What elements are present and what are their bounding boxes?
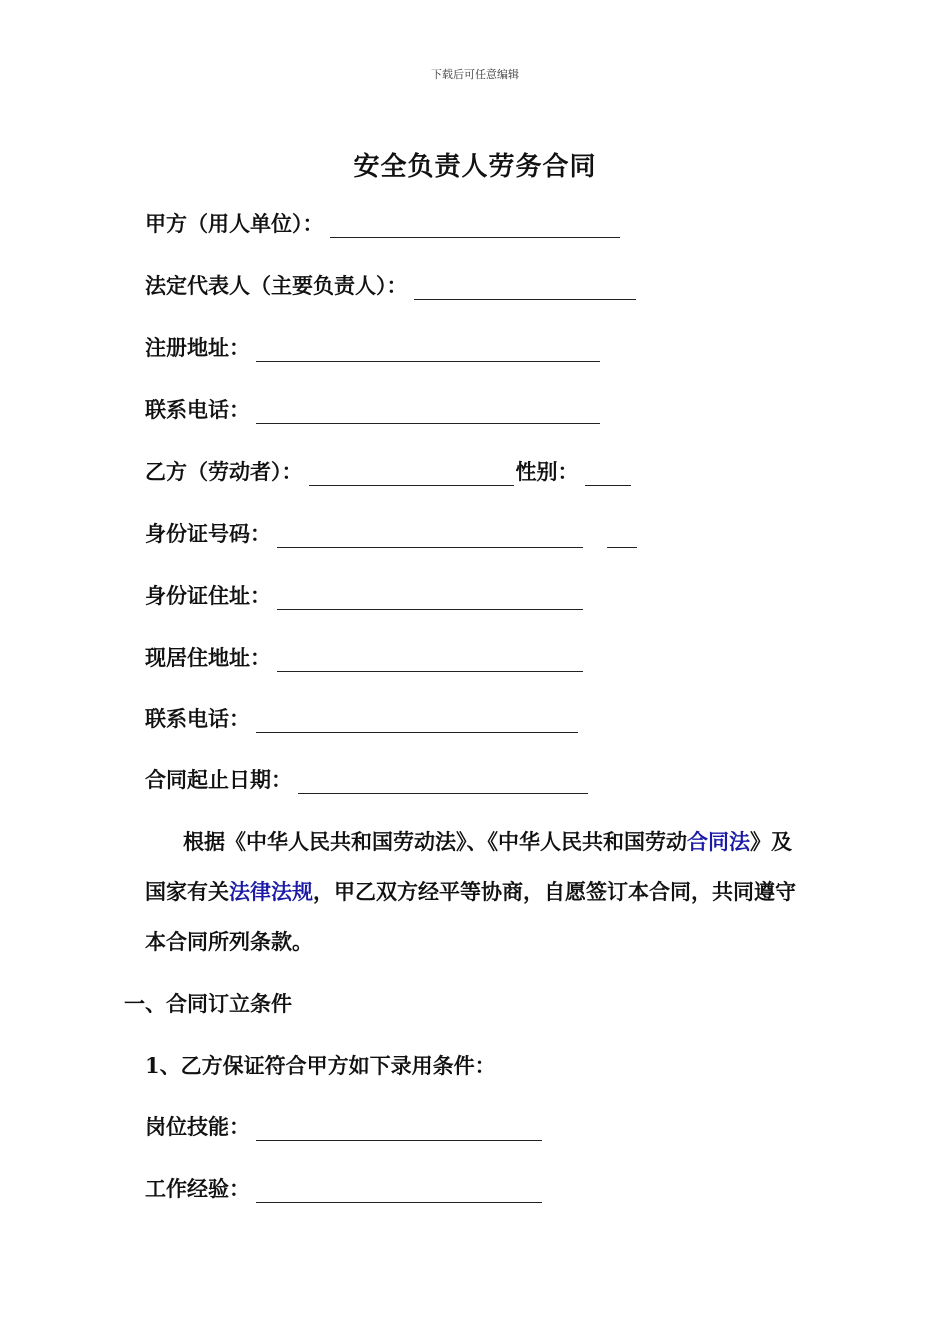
phone-a-label: 联系电话：	[145, 397, 250, 422]
id-address-blank[interactable]	[277, 587, 583, 610]
party-b-blank[interactable]	[309, 463, 514, 486]
id-number-extra-blank[interactable]	[607, 525, 637, 548]
party-b-field	[145, 456, 631, 486]
header-note: 下载后可任意编辑	[431, 68, 519, 81]
contract-dates-blank[interactable]	[298, 771, 588, 794]
job-skill-label: 岗位技能：	[145, 1114, 250, 1139]
gender-label: 性别：	[515, 459, 579, 484]
party-a-label: 甲方（用人单位）：	[145, 211, 324, 236]
phone-b-blank[interactable]	[256, 710, 578, 733]
id-number-label: 身份证号码：	[145, 521, 271, 546]
reg-address-field	[145, 332, 600, 362]
contract-dates-field	[145, 764, 588, 794]
intro-paragraph	[145, 817, 810, 967]
party-a-blank[interactable]	[330, 215, 620, 238]
intro-text-3: ，甲乙双方经平等协商，自愿签订本合同，共同遵守本合同所列条款。	[145, 879, 796, 954]
party-b-label: 乙方（劳动者）：	[145, 459, 303, 484]
contract-dates-label: 合同起止日期：	[145, 767, 292, 792]
reg-address-blank[interactable]	[256, 339, 600, 362]
laws-regulations-link[interactable]: 法律法规	[229, 879, 313, 904]
id-number-field	[145, 518, 637, 548]
phone-b-label: 联系电话：	[145, 706, 250, 731]
work-experience-label: 工作经验：	[145, 1176, 250, 1201]
work-experience-blank[interactable]	[256, 1180, 542, 1203]
section-1-heading: 一、合同订立条件	[124, 991, 292, 1016]
phone-a-field	[145, 394, 600, 424]
legal-rep-blank[interactable]	[414, 277, 636, 300]
phone-b-field	[145, 703, 578, 733]
id-address-field	[145, 580, 583, 610]
legal-rep-label: 法定代表人（主要负责人）：	[145, 273, 408, 298]
current-address-label: 现居住地址：	[145, 645, 271, 670]
work-experience-field	[145, 1173, 542, 1203]
reg-address-label: 注册地址：	[145, 335, 250, 360]
phone-a-blank[interactable]	[256, 401, 600, 424]
section-1-item-1: 1、乙方保证符合甲方如下录用条件：	[145, 1053, 496, 1078]
job-skill-field	[145, 1111, 542, 1141]
id-number-blank[interactable]	[277, 525, 583, 548]
id-address-label: 身份证住址：	[145, 583, 271, 608]
party-a-field	[145, 208, 620, 238]
intro-text-2: 》及 国家有关	[145, 829, 792, 904]
document-title: 安全负责人劳务合同	[353, 152, 597, 182]
gender-blank[interactable]	[585, 463, 631, 486]
job-skill-blank[interactable]	[256, 1118, 542, 1141]
current-address-blank[interactable]	[277, 649, 583, 672]
contract-law-link[interactable]: 合同法	[687, 829, 750, 854]
intro-text-1: 根据《中华人民共和国劳动法》、《中华人民共和国劳动	[183, 829, 687, 854]
legal-rep-field	[145, 270, 636, 300]
current-address-field	[145, 642, 583, 672]
